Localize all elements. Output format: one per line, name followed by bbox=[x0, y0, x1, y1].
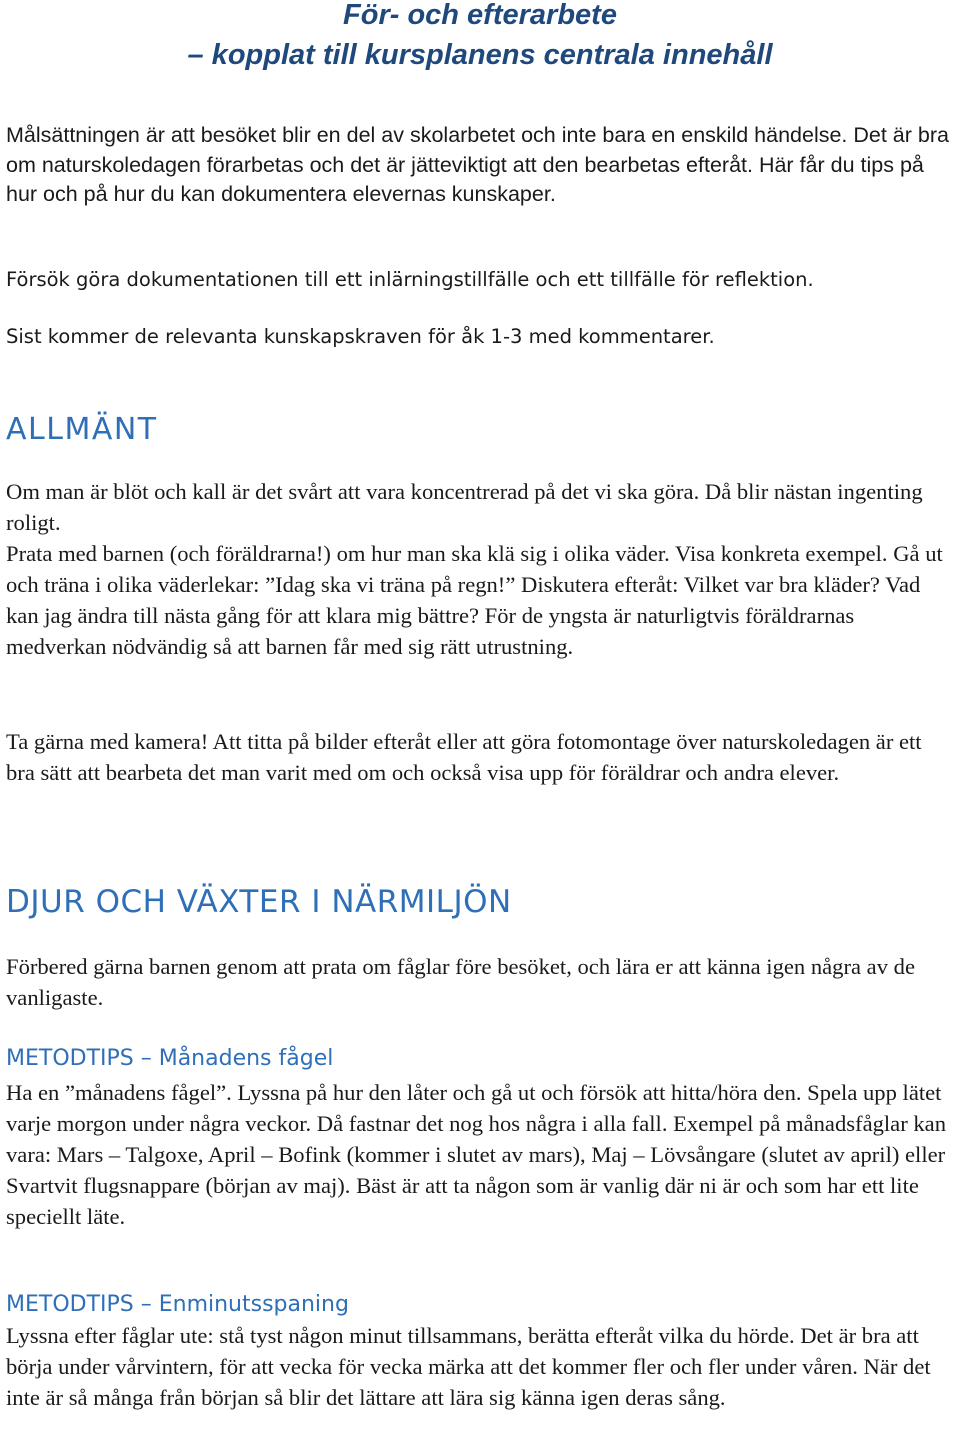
intro-kunskapskrav-line: Sist kommer de relevanta kunskapskraven för åk 1-3 med kommentarer. bbox=[6, 325, 715, 348]
allmant-paragraph-3: Ta gärna med kamera! Att titta på bilder efteråt eller att göra fotomontage över naturskoledagen är ett bra sätt att bearbeta det man varit med om och också visa upp för föräldrar och andra elever. bbox=[6, 729, 922, 785]
metodtips-manadens-fagel-text: Ha en ”månadens fågel”. Lyssna på hur den låter och gå ut och försök att hitta/höra den. Spela upp lätet varje morgon under några veckor. Då fastnar det nog hos några i alla fall. Exempel på månadsfåglar kan vara: Mars – Talgoxe, April – Bofink (kommer i slutet av mars), Maj – Lövsångare (slutet av april) eller Svartvit flugsnappare (början av maj). Bäst är att ta någon som är vanlig där ni är och som har ett lite speciellt läte. bbox=[6, 1080, 947, 1229]
title-line-1: För- och efterarbete bbox=[343, 0, 617, 31]
intro-paragraph: Målsättningen är att besöket blir en del av skolarbetet och inte bara en enskild händelse. Det är bra om naturskoledagen förarbetas och det är jätteviktigt att den bearbetas efteråt. Här får du tips på hur och på hur du kan dokumentera elevernas kunskaper. bbox=[6, 123, 949, 206]
djur-paragraph-1: Förbered gärna barnen genom att prata om fåglar före besöket, och lära er att känna igen några av de vanligaste. bbox=[6, 954, 915, 1010]
title-line-2: – kopplat till kursplanens centrala innehåll bbox=[187, 39, 773, 71]
allmant-paragraph-1: Om man är blöt och kall är det svårt att vara koncentrerad på det vi ska göra. Då blir nästan ingenting roligt. bbox=[6, 479, 923, 535]
metodtips-enminutsspaning-text: Lyssna efter fåglar ute: stå tyst någon minut tillsammans, berätta efteråt vilka du hörde. Det är bra att börja under vårvintern, för att vecka för vecka märka att det kommer fler och fler under våren. När det inte är så många från början så blir det lättare att lära sig känna igen deras sång. bbox=[6, 1323, 931, 1410]
heading-djur-och-vaxter: DJUR OCH VÄXTER I NÄRMILJÖN bbox=[6, 884, 512, 920]
heading-allmant: ALLMÄNT bbox=[6, 412, 158, 447]
intro-reflection-line: Försök göra dokumentationen till ett inlärningstillfälle och ett tillfälle för reflektion. bbox=[6, 268, 814, 291]
metodtips-enminutsspaning-heading: METODTIPS – Enminutsspaning bbox=[6, 1292, 349, 1317]
allmant-paragraph-2: Prata med barnen (och föräldrarna!) om hur man ska klä sig i olika väder. Visa konkreta exempel. Gå ut och träna i olika väderlekar: ”Idag ska vi träna på regn!” Diskutera efteråt: Vilket var bra kläder? Vad kan jag ändra till nästa gång för att klara mig bättre? För de yngsta är naturligtvis föräldrarnas medverkan nödvändig så att barnen får med sig rätt utrustning. bbox=[6, 541, 943, 659]
metodtips-manadens-fagel-heading: METODTIPS – Månadens fågel bbox=[6, 1046, 334, 1071]
